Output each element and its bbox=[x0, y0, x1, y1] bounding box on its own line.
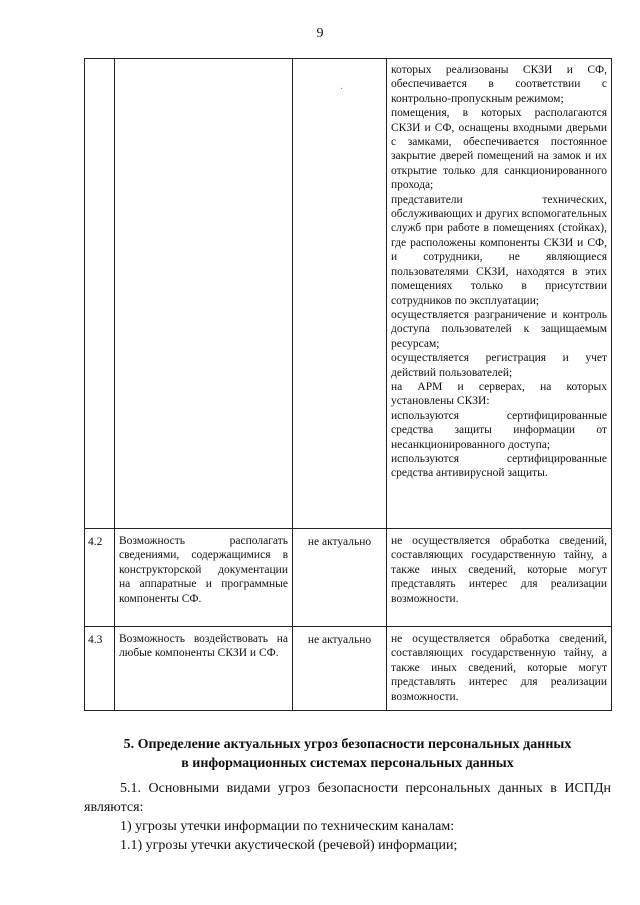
measure-item: представители технических, обслуживающих и других вспомогательных служб при работе в помещениях (стойках), где расположены компоненты СКЗИ и СФ, и сотрудники, не являющиеся пользователями СКЗИ, находятся в этих помещениях только в присутствии сотрудников по эксплуатации; bbox=[391, 193, 607, 307]
page-number: 9 bbox=[316, 26, 324, 41]
capability-cell: Возможность располагать сведениями, содержащимися в конструкторской документации на аппаратные и программные компоненты СФ. bbox=[115, 529, 293, 627]
relevance-cell: не актуально bbox=[293, 529, 387, 627]
measure-item: помещения, в которых располагаются СКЗИ и СФ, оснащены входными дверьми с замками, обеспечивается постоянное закрытие дверей помещений на замок и их открытие только для санкционированного прохода; bbox=[391, 107, 607, 192]
paragraph: 1.1) угрозы утечки акустической (речевой) информации; bbox=[120, 838, 458, 853]
measures-cell bbox=[387, 627, 612, 711]
measure-item: не осуществляется обработка сведений, составляющих государственную тайну, а также иных сведений, которые могут представлять интерес для реализации возможности. bbox=[391, 633, 607, 703]
row-number-cell bbox=[85, 59, 115, 529]
relevance-cell: не актуально bbox=[293, 627, 387, 711]
measure-item: осуществляется разграничение и контроль доступа пользователей к защищаемым ресурсам; bbox=[391, 308, 607, 350]
paragraph: 5.1. Основными видами угроз безопасности персональных данных в ИСПДн являются: bbox=[84, 781, 611, 815]
measure-item: используются сертифицированные средства антивирусной защиты. bbox=[391, 452, 607, 480]
section-heading-line: 5. Определение актуальных угроз безопасности персональных данных bbox=[123, 737, 572, 752]
paragraph: 1) угрозы утечки информации по техническим каналам: bbox=[120, 819, 455, 834]
measure-item: осуществляется регистрация и учет действий пользователей; bbox=[391, 352, 607, 379]
capability-cell: Возможность воздействовать на любые компоненты СКЗИ и СФ. bbox=[115, 627, 293, 711]
threats-table bbox=[84, 58, 612, 711]
measure-item: используются сертифицированные средства защиты информации от несанкционированного доступа; bbox=[391, 409, 607, 451]
relevance-cell bbox=[293, 59, 387, 529]
measure-item: на АРМ и серверах, на которых установлены СКЗИ: bbox=[391, 380, 607, 408]
scan-dot: · bbox=[340, 84, 344, 95]
measures-cell bbox=[387, 529, 612, 627]
measure-item: не осуществляется обработка сведений, составляющих государственную тайну, а также иных сведений, которые могут представлять интерес для реализации возможности. bbox=[391, 535, 607, 605]
measures-cell bbox=[387, 59, 612, 529]
section-heading bbox=[84, 735, 611, 773]
table-row bbox=[85, 627, 612, 711]
row-number-cell: 4.3 bbox=[85, 627, 115, 711]
measure-item: которых реализованы СКЗИ и СФ, обеспечивается в соответствии с контрольно-пропускным режимом; bbox=[391, 64, 607, 105]
table-row bbox=[85, 59, 612, 529]
row-number-cell: 4.2 bbox=[85, 529, 115, 627]
table-row bbox=[85, 529, 612, 627]
capability-cell bbox=[115, 59, 293, 529]
section-heading-line: в информационных системах персональных данных bbox=[181, 756, 514, 771]
